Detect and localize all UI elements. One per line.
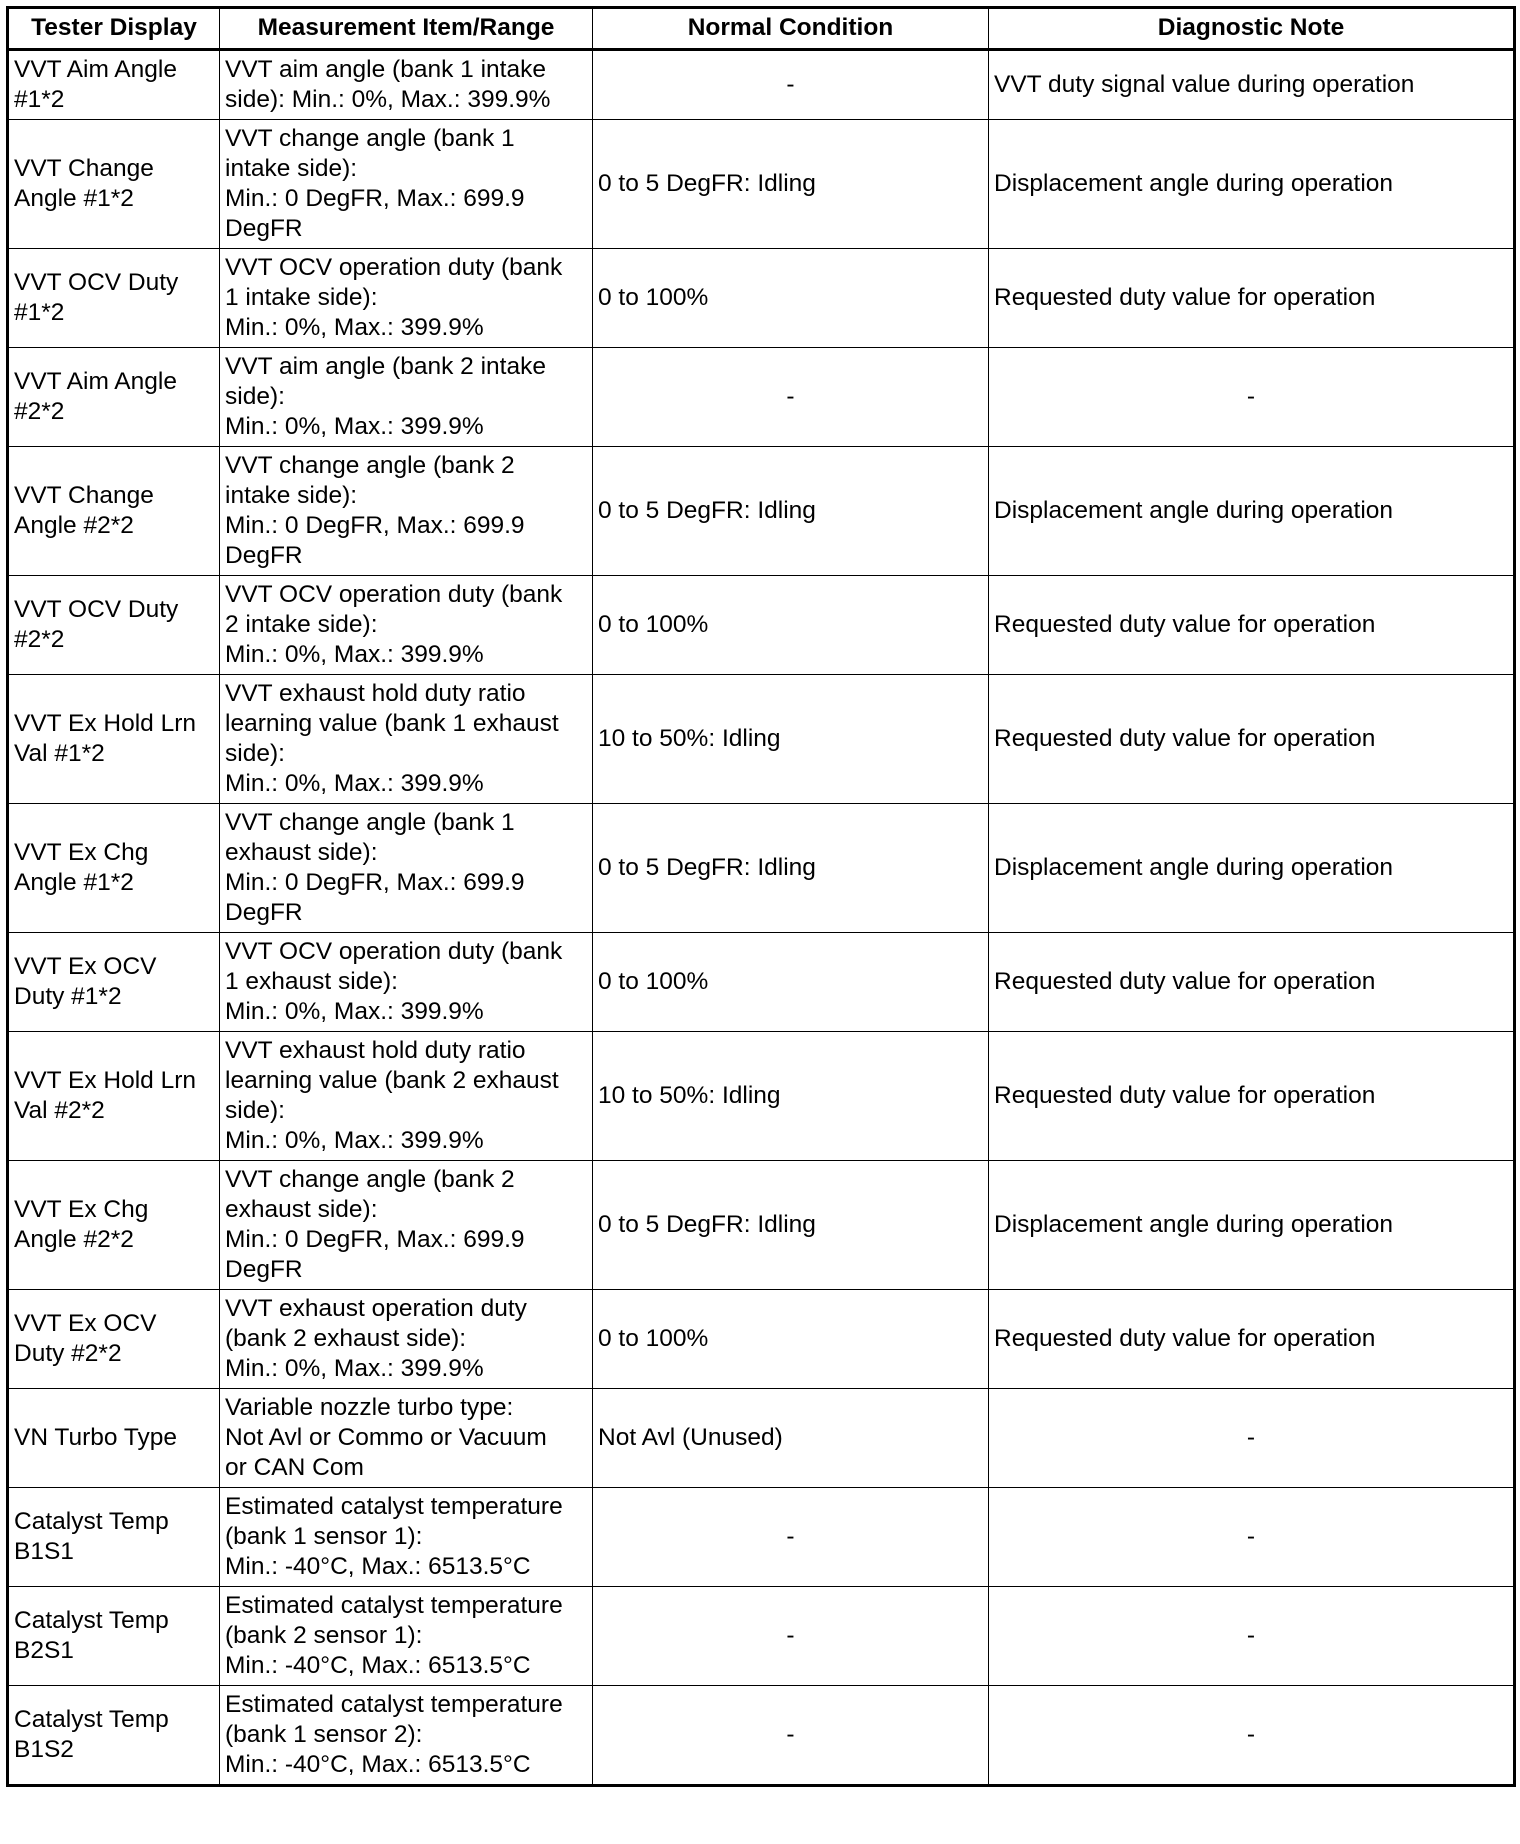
measurement-item-cell-line: Estimated catalyst temperature	[225, 1493, 563, 1520]
tester-display-cell-line: VVT OCV Duty	[14, 596, 179, 623]
measurement-item-cell-line: VVT exhaust hold duty ratio	[225, 1037, 526, 1064]
tester-display-cell-line: B1S1	[14, 1538, 74, 1565]
tester-display-cell-line: VVT Ex OCV	[14, 1310, 157, 1337]
tester-display-cell	[8, 1389, 220, 1488]
table-row	[8, 249, 1515, 348]
normal-condition-cell: -	[593, 50, 989, 120]
measurement-item-cell-line: VVT aim angle (bank 1 intake	[225, 56, 546, 83]
header-normal-condition: Normal Condition	[593, 8, 989, 50]
diagnostic-note-cell: Requested duty value for operation	[989, 675, 1515, 804]
tester-display-cell-line: VVT Change	[14, 155, 154, 182]
tester-display-cell	[8, 1161, 220, 1290]
measurement-item-cell-line: Not Avl or Commo or Vacuum	[225, 1424, 547, 1451]
measurement-item-cell	[220, 348, 593, 447]
normal-condition-cell: 0 to 5 DegFR: Idling	[593, 120, 989, 249]
data-list-table-container	[6, 6, 1513, 1787]
tester-display-cell	[8, 50, 220, 120]
measurement-item-cell	[220, 933, 593, 1032]
tester-display-cell-line: #1*2	[14, 299, 65, 326]
tester-display-cell-line: VVT Change	[14, 482, 154, 509]
measurement-item-cell-line: intake side):	[225, 155, 358, 182]
measurement-item-cell	[220, 1587, 593, 1686]
measurement-item-cell-line: Min.: 0 DegFR, Max.: 699.9	[225, 512, 525, 539]
measurement-item-cell-line: exhaust side):	[225, 839, 378, 866]
diagnostic-note-cell: Displacement angle during operation	[989, 804, 1515, 933]
measurement-item-cell-line: exhaust side):	[225, 1196, 378, 1223]
table-row	[8, 447, 1515, 576]
normal-condition-cell: -	[593, 1686, 989, 1786]
tester-display-cell-line: Duty #1*2	[14, 983, 122, 1010]
tester-display-cell-line: VVT Ex Chg	[14, 839, 149, 866]
diagnostic-note-cell: -	[989, 1686, 1515, 1786]
measurement-item-cell-line: Estimated catalyst temperature	[225, 1691, 563, 1718]
header-row	[8, 8, 1515, 50]
normal-condition-cell: 0 to 100%	[593, 576, 989, 675]
tester-display-cell	[8, 804, 220, 933]
measurement-item-cell	[220, 50, 593, 120]
measurement-item-cell-line: Min.: 0 DegFR, Max.: 699.9	[225, 1226, 525, 1253]
measurement-item-cell-line: or CAN Com	[225, 1454, 364, 1481]
table-row	[8, 804, 1515, 933]
measurement-item-cell-line: learning value (bank 2 exhaust	[225, 1067, 559, 1094]
measurement-item-cell-line: DegFR	[225, 1256, 303, 1283]
normal-condition-cell: -	[593, 348, 989, 447]
tester-display-cell-line: #1*2	[14, 86, 65, 113]
measurement-item-cell-line: 2 intake side):	[225, 611, 378, 638]
tester-display-cell	[8, 1587, 220, 1686]
measurement-item-cell-line: DegFR	[225, 899, 303, 926]
tester-display-cell	[8, 1488, 220, 1587]
diagnostic-note-cell: -	[989, 1488, 1515, 1587]
tester-display-cell-line: VVT Ex OCV	[14, 953, 157, 980]
tester-display-cell-line: #2*2	[14, 626, 65, 653]
tester-display-cell	[8, 576, 220, 675]
measurement-item-cell-line: VVT OCV operation duty (bank	[225, 254, 563, 281]
measurement-item-cell-line: 1 exhaust side):	[225, 968, 398, 995]
table-row	[8, 1290, 1515, 1389]
measurement-item-cell-line: Min.: 0%, Max.: 399.9%	[225, 413, 484, 440]
diagnostic-note-cell: -	[989, 348, 1515, 447]
diagnostic-note-cell: Displacement angle during operation	[989, 447, 1515, 576]
diagnostic-note-cell: -	[989, 1389, 1515, 1488]
tester-display-cell-line: Angle #2*2	[14, 512, 134, 539]
measurement-item-cell	[220, 249, 593, 348]
measurement-item-cell-line: Min.: 0 DegFR, Max.: 699.9	[225, 185, 525, 212]
diagnostic-note-cell: Requested duty value for operation	[989, 1032, 1515, 1161]
tester-display-cell-line: #2*2	[14, 398, 65, 425]
table-row	[8, 1488, 1515, 1587]
table-row	[8, 1389, 1515, 1488]
tester-display-cell-line: VVT Aim Angle	[14, 56, 177, 83]
measurement-item-cell-line: Variable nozzle turbo type:	[225, 1394, 514, 1421]
measurement-item-cell-line: Min.: -40°C, Max.: 6513.5°C	[225, 1751, 531, 1778]
measurement-item-cell-line: intake side):	[225, 482, 358, 509]
diagnostic-note-cell: Requested duty value for operation	[989, 933, 1515, 1032]
normal-condition-cell: 0 to 100%	[593, 1290, 989, 1389]
measurement-item-cell-line: (bank 1 sensor 2):	[225, 1721, 423, 1748]
measurement-item-cell-line: VVT exhaust hold duty ratio	[225, 680, 526, 707]
measurement-item-cell-line: side): Min.: 0%, Max.: 399.9%	[225, 86, 551, 113]
measurement-item-cell-line: VVT OCV operation duty (bank	[225, 938, 563, 965]
table-body	[8, 50, 1515, 1786]
tester-display-cell	[8, 249, 220, 348]
header-measurement-item: Measurement Item/Range	[220, 8, 593, 50]
normal-condition-cell: -	[593, 1488, 989, 1587]
measurement-item-cell-line: VVT exhaust operation duty	[225, 1295, 527, 1322]
measurement-item-cell-line: learning value (bank 1 exhaust	[225, 710, 559, 737]
measurement-item-cell	[220, 1032, 593, 1161]
normal-condition-cell: -	[593, 1587, 989, 1686]
table-row	[8, 1032, 1515, 1161]
measurement-item-cell-line: (bank 1 sensor 1):	[225, 1523, 423, 1550]
header-diagnostic-note: Diagnostic Note	[989, 8, 1515, 50]
normal-condition-cell: 10 to 50%: Idling	[593, 675, 989, 804]
measurement-item-cell-line: VVT change angle (bank 2	[225, 1166, 515, 1193]
diagnostic-note-cell: Requested duty value for operation	[989, 576, 1515, 675]
measurement-item-cell	[220, 1686, 593, 1786]
normal-condition-cell: 0 to 100%	[593, 933, 989, 1032]
measurement-item-cell	[220, 1290, 593, 1389]
measurement-item-cell-line: (bank 2 exhaust side):	[225, 1325, 467, 1352]
tester-display-cell-line: Catalyst Temp	[14, 1508, 169, 1535]
header-tester-display: Tester Display	[8, 8, 220, 50]
table-row	[8, 50, 1515, 120]
tester-display-cell	[8, 348, 220, 447]
normal-condition-cell: 10 to 50%: Idling	[593, 1032, 989, 1161]
tester-display-cell-line: Catalyst Temp	[14, 1607, 169, 1634]
diagnostic-note-cell: -	[989, 1587, 1515, 1686]
tester-display-cell	[8, 120, 220, 249]
measurement-item-cell-line: side):	[225, 1097, 285, 1124]
tester-display-cell-line: Val #1*2	[14, 740, 105, 767]
table-row	[8, 675, 1515, 804]
measurement-item-cell	[220, 804, 593, 933]
measurement-item-cell-line: VVT change angle (bank 1	[225, 809, 515, 836]
measurement-item-cell-line: 1 intake side):	[225, 284, 378, 311]
diagnostic-note-cell: Displacement angle during operation	[989, 120, 1515, 249]
diagnostic-note-cell: Requested duty value for operation	[989, 1290, 1515, 1389]
measurement-item-cell-line: VVT OCV operation duty (bank	[225, 581, 563, 608]
measurement-item-cell-line: DegFR	[225, 215, 303, 242]
table-row	[8, 933, 1515, 1032]
measurement-item-cell	[220, 1389, 593, 1488]
measurement-item-cell-line: Min.: -40°C, Max.: 6513.5°C	[225, 1652, 531, 1679]
measurement-item-cell	[220, 1488, 593, 1587]
tester-display-cell-line: VVT Ex Chg	[14, 1196, 149, 1223]
tester-display-cell-line: Catalyst Temp	[14, 1706, 169, 1733]
tester-display-cell-line: VN Turbo Type	[14, 1424, 177, 1451]
measurement-item-cell-line: VVT aim angle (bank 2 intake	[225, 353, 546, 380]
measurement-item-cell-line: side):	[225, 740, 285, 767]
tester-display-cell	[8, 675, 220, 804]
tester-display-cell	[8, 1290, 220, 1389]
table-row	[8, 120, 1515, 249]
measurement-item-cell-line: VVT change angle (bank 2	[225, 452, 515, 479]
tester-display-cell-line: Angle #2*2	[14, 1226, 134, 1253]
table-row	[8, 1161, 1515, 1290]
measurement-item-cell	[220, 1161, 593, 1290]
normal-condition-cell: 0 to 5 DegFR: Idling	[593, 447, 989, 576]
measurement-item-cell-line: Min.: 0%, Max.: 399.9%	[225, 641, 484, 668]
table-row	[8, 348, 1515, 447]
tester-display-cell-line: Val #2*2	[14, 1097, 105, 1124]
measurement-item-cell-line: side):	[225, 383, 285, 410]
measurement-item-cell-line: Min.: 0%, Max.: 399.9%	[225, 998, 484, 1025]
normal-condition-cell: 0 to 5 DegFR: Idling	[593, 1161, 989, 1290]
measurement-item-cell-line: Min.: 0%, Max.: 399.9%	[225, 1127, 484, 1154]
tester-display-cell	[8, 1686, 220, 1786]
table-row	[8, 1686, 1515, 1786]
normal-condition-cell: Not Avl (Unused)	[593, 1389, 989, 1488]
measurement-item-cell-line: DegFR	[225, 542, 303, 569]
data-list-table	[6, 6, 1516, 1787]
diagnostic-note-cell: Displacement angle during operation	[989, 1161, 1515, 1290]
measurement-item-cell-line: Estimated catalyst temperature	[225, 1592, 563, 1619]
tester-display-cell	[8, 1032, 220, 1161]
normal-condition-cell: 0 to 100%	[593, 249, 989, 348]
measurement-item-cell-line: Min.: 0 DegFR, Max.: 699.9	[225, 869, 525, 896]
tester-display-cell-line: VVT Aim Angle	[14, 368, 177, 395]
tester-display-cell	[8, 933, 220, 1032]
table-row	[8, 576, 1515, 675]
diagnostic-note-cell: VVT duty signal value during operation	[989, 50, 1515, 120]
diagnostic-note-cell: Requested duty value for operation	[989, 249, 1515, 348]
measurement-item-cell-line: Min.: 0%, Max.: 399.9%	[225, 314, 484, 341]
measurement-item-cell-line: Min.: -40°C, Max.: 6513.5°C	[225, 1553, 531, 1580]
measurement-item-cell-line: (bank 2 sensor 1):	[225, 1622, 423, 1649]
tester-display-cell-line: VVT OCV Duty	[14, 269, 179, 296]
measurement-item-cell	[220, 120, 593, 249]
tester-display-cell	[8, 447, 220, 576]
measurement-item-cell-line: Min.: 0%, Max.: 399.9%	[225, 1355, 484, 1382]
tester-display-cell-line: VVT Ex Hold Lrn	[14, 710, 197, 737]
tester-display-cell-line: Angle #1*2	[14, 185, 134, 212]
normal-condition-cell: 0 to 5 DegFR: Idling	[593, 804, 989, 933]
tester-display-cell-line: Duty #2*2	[14, 1340, 122, 1367]
tester-display-cell-line: Angle #1*2	[14, 869, 134, 896]
tester-display-cell-line: B1S2	[14, 1736, 74, 1763]
measurement-item-cell	[220, 675, 593, 804]
measurement-item-cell	[220, 576, 593, 675]
tester-display-cell-line: VVT Ex Hold Lrn	[14, 1067, 197, 1094]
tester-display-cell-line: B2S1	[14, 1637, 74, 1664]
measurement-item-cell	[220, 447, 593, 576]
table-row	[8, 1587, 1515, 1686]
measurement-item-cell-line: VVT change angle (bank 1	[225, 125, 515, 152]
measurement-item-cell-line: Min.: 0%, Max.: 399.9%	[225, 770, 484, 797]
